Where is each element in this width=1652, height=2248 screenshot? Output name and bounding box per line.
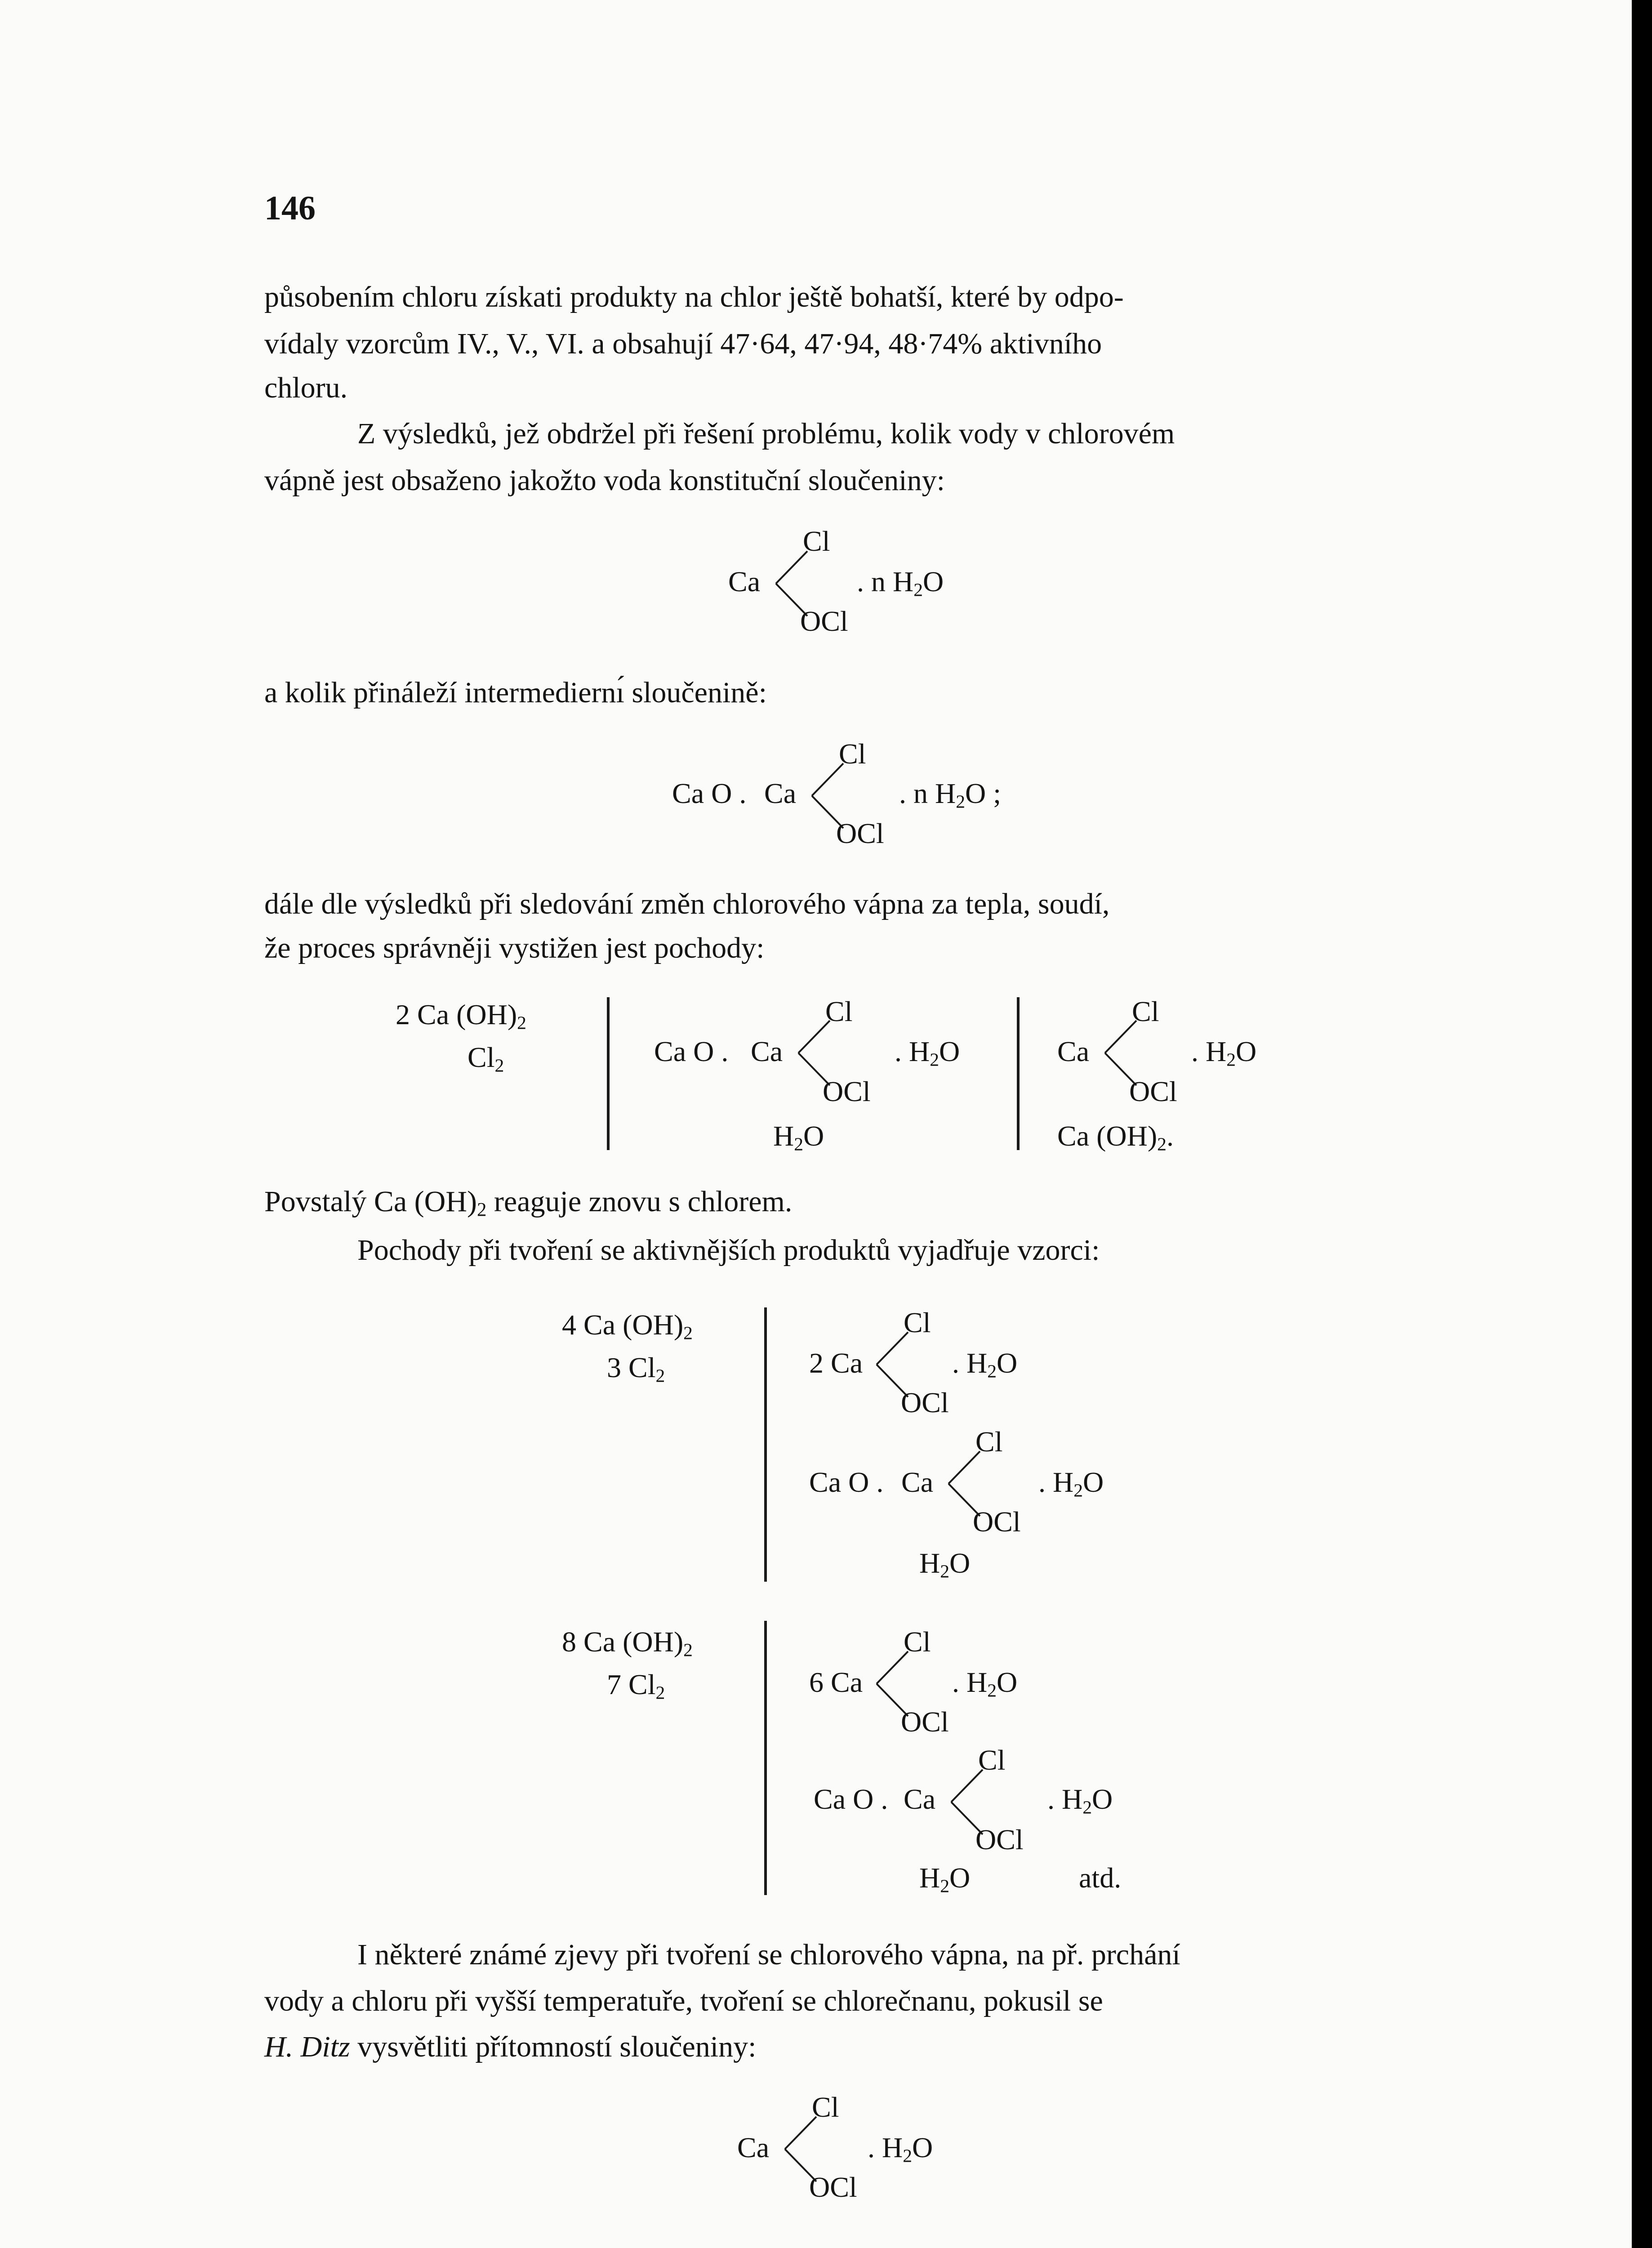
formula-symbol: Cl: [839, 738, 866, 770]
formula-symbol: Cl: [812, 2091, 839, 2123]
formula-symbol: . n $H_2O$ ;: [899, 777, 1002, 812]
formula-symbol: OCl: [809, 2171, 857, 2203]
formula-symbol: 6 Ca: [809, 1666, 863, 1698]
formula-symbol: 7 $Cl_2$: [607, 1668, 665, 1703]
formula-symbol: Ca O .: [672, 777, 747, 809]
formula-symbol: Ca $(OH)_2$.: [1057, 1120, 1174, 1155]
body-line: Pochody při tvoření se aktivnějších produktů vyjadřuje vzorci:: [357, 1234, 1100, 1267]
author-name: H. Ditz: [264, 2030, 350, 2063]
formula-symbol: Cl: [825, 995, 853, 1027]
page-number: 146: [264, 189, 316, 227]
formula-symbol: Ca: [737, 2132, 770, 2163]
body-line: I některé známé zjevy při tvoření se chlorového vápna, na př. prchání: [357, 1938, 1180, 1971]
formula-symbol: . $H_2O$: [952, 1666, 1018, 1701]
scheme-divider: [764, 1307, 767, 1582]
formula-symbol: 2 Ca $(OH)_2$: [396, 999, 526, 1033]
formula-symbol: $H_2O$: [773, 1120, 824, 1155]
formula-symbol: Ca: [751, 1035, 783, 1067]
body-line: vídaly vzorcům IV., V., VI. a obsahují 47·64, 47·94, 48·74% aktivního: [264, 327, 1102, 360]
formula-symbol: Ca: [1057, 1035, 1090, 1067]
body-line: Z výsledků, jež obdržel při řešení problému, kolik vody v chlorovém: [357, 417, 1175, 450]
formula-symbol: Ca: [904, 1783, 936, 1815]
formula-symbol: OCl: [973, 1506, 1021, 1538]
body-line: vápně jest obsaženo jakožto voda konstituční sloučeniny:: [264, 464, 945, 497]
formula-symbol: Ca O .: [654, 1035, 729, 1067]
formula-symbol: . $H_2O$: [1191, 1035, 1257, 1070]
formula-symbol: 8 Ca $(OH)_2$: [562, 1626, 693, 1660]
body-line: a kolik přináleží intermediernı́ sloučenině:: [264, 676, 767, 709]
body-line: že proces správněji vystižen jest pochody:: [264, 932, 765, 964]
formula-symbol: Cl: [803, 525, 830, 557]
formula-symbol: $Cl_2$: [468, 1041, 504, 1076]
formula-symbol: Cl: [978, 1744, 1006, 1776]
formula-symbol: 3 $Cl_2$: [607, 1351, 665, 1386]
scheme-divider: [1017, 997, 1020, 1150]
formula-symbol: . $H_2O$: [1047, 1783, 1113, 1818]
formula-symbol: Cl: [975, 1426, 1003, 1458]
formula-symbol: OCl: [836, 817, 884, 849]
formula-symbol: Ca: [764, 777, 797, 809]
scheme-divider: [764, 1621, 767, 1895]
formula-symbol: Cl: [904, 1307, 931, 1338]
body-line: Povstalý Ca $(OH)_2$ reaguje znovu s chlorem.: [264, 1185, 793, 1221]
body-line: H. Ditz vysvětliti přítomností sloučeniny:: [264, 2030, 757, 2063]
body-line: působením chloru získati produkty na chlor ještě bohatší, které by odpo-: [264, 281, 1124, 313]
formula-symbol: Ca: [728, 566, 761, 598]
body-line: vody a chloru při vyšší temperatuře, tvoření se chlorečnanu, pokusil se: [264, 1985, 1103, 2017]
formula-symbol: . n $H_2O$: [857, 566, 944, 600]
formula-symbol: Ca: [901, 1466, 934, 1498]
formula-symbol: 2 Ca: [809, 1347, 863, 1379]
formula-symbol: Cl: [904, 1626, 931, 1658]
formula-symbol: OCl: [901, 1706, 949, 1738]
formula-symbol: atd.: [1079, 1862, 1122, 1894]
formula-symbol: Ca O .: [814, 1783, 888, 1815]
body-line: chloru.: [264, 371, 348, 404]
formula-symbol: . $H_2O$: [952, 1347, 1018, 1382]
formula-symbol: Ca O .: [809, 1466, 884, 1498]
formula-symbol: $H_2O$: [919, 1547, 971, 1582]
formula-symbol: Cl: [1132, 995, 1159, 1027]
formula-symbol: . $H_2O$: [1038, 1466, 1104, 1501]
formula-symbol: . $H_2O$: [895, 1035, 960, 1070]
formula-symbol: OCl: [901, 1387, 949, 1418]
formula-symbol: OCl: [800, 605, 848, 637]
formula-symbol: OCl: [823, 1075, 871, 1107]
scheme-divider: [607, 997, 610, 1150]
formula-symbol: . $H_2O$: [868, 2132, 933, 2166]
body-line: dále dle výsledků při sledování změn chlorového vápna za tepla, soudí,: [264, 888, 1110, 920]
formula-symbol: $H_2O$: [919, 1862, 971, 1896]
formula-symbol: OCl: [1129, 1075, 1177, 1107]
formula-symbol: 4 Ca $(OH)_2$: [562, 1309, 693, 1343]
formula-symbol: OCl: [975, 1824, 1024, 1855]
